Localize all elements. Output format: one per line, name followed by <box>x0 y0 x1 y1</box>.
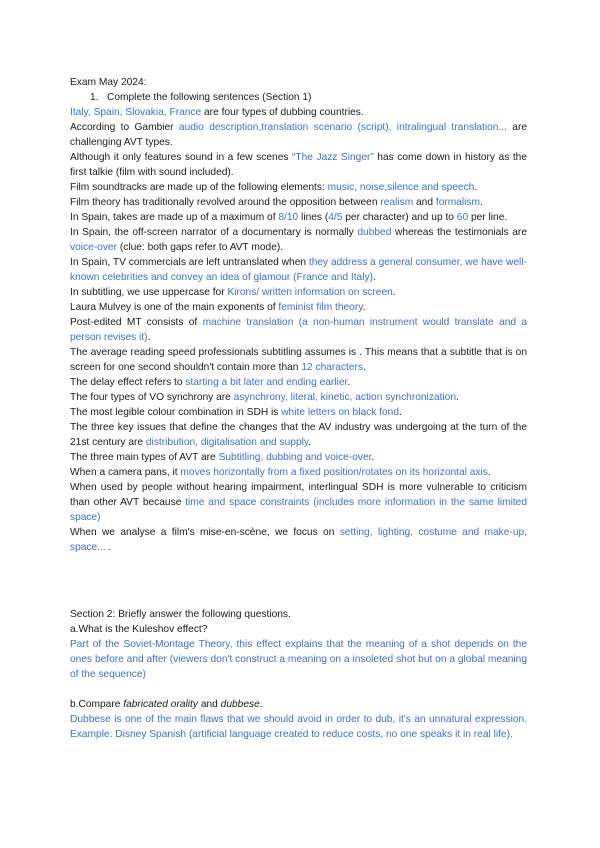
sentence-text: Laura Mulvey is one of the main exponents of <box>70 302 279 313</box>
sentence-text: When a camera pans, it <box>70 467 181 478</box>
answer-text: Italy, Spain, Slovakia, France <box>70 107 202 118</box>
sentence-text: . <box>371 452 375 463</box>
sentence-2 <box>70 120 527 150</box>
section-spacer <box>70 555 527 607</box>
sentence-20 <box>70 525 527 555</box>
answer-text: 60 <box>456 212 469 223</box>
sentence-text: . <box>347 377 351 388</box>
sentence-16 <box>70 420 527 450</box>
sentence-text: whereas the testimonials are <box>391 227 527 238</box>
sentence-6 <box>70 210 527 225</box>
answer-text: formalism <box>435 197 481 208</box>
section-2 <box>70 607 527 742</box>
question-spacer <box>70 682 527 697</box>
sentence-14 <box>70 390 527 405</box>
sentence-8 <box>70 255 527 285</box>
sentence-text: In Spain, the off-screen narrator of a documentary is normally <box>70 227 358 238</box>
sentence-text: According to Gambier <box>70 122 179 133</box>
answer-text: feminist film theory <box>278 302 363 313</box>
sentence-text: The delay effect refers to <box>70 377 186 388</box>
question-a: a.What is the Kuleshov effect? <box>70 624 208 635</box>
sentence-text: per line. <box>468 212 508 223</box>
section1-heading <box>70 90 527 105</box>
sentence-text: . <box>487 467 491 478</box>
answer-a: Part of the Soviet-Montage Theory, this effect explains that the meaning of a shot depends on the ones before and after (viewers don't construct a meaning on a insoleted shot but on a global meaning of the sequence) <box>70 639 527 680</box>
sentence-text: . <box>392 287 396 298</box>
sentence-1 <box>70 105 527 120</box>
sentence-19 <box>70 480 527 525</box>
sentence-12 <box>70 345 527 375</box>
sentence-text: per character) and up to <box>342 212 457 223</box>
sentence-text: . <box>480 197 483 208</box>
sentence-15 <box>70 405 527 420</box>
sentence-text: are challenging AVT types. <box>70 122 528 148</box>
sentence-11 <box>70 315 527 345</box>
sentence-text: and <box>413 197 436 208</box>
sentence-text: are four types of dubbing countries. <box>201 107 364 118</box>
sentence-text: . <box>105 542 112 553</box>
answer-text: time and space constraints (includes more information in the same limited space) <box>70 497 528 523</box>
sentence-text: (clue: both gaps refer to AVT mode). <box>117 242 284 253</box>
answer-text: realism <box>380 197 414 208</box>
sentence-text: . <box>147 332 151 343</box>
question-text: . <box>259 699 263 710</box>
answer-text: voice-over <box>70 242 117 253</box>
sentence-9 <box>70 285 527 300</box>
sentence-text: . <box>474 182 478 193</box>
answer-text: 12 characters <box>301 362 364 373</box>
answer-text: starting a bit later and ending earlier <box>185 377 348 388</box>
sentence-text: In subtitling, we use uppercase for <box>70 287 228 298</box>
answer-text: dubbed <box>357 227 392 238</box>
answer-text: asynchrony, literal, kinetic, action synchronization <box>233 392 456 403</box>
sentence-text: The average reading speed professionals subtitling assumes is . This means that a subtitle that is on screen for one second shouldn't contain more than <box>70 347 527 373</box>
sentence-text: In Spain, takes are made up of a maximum of <box>70 212 279 223</box>
sentence-text: The three key issues that define the changes that the AV industry was undergoing at the turn of the 21st century are <box>70 422 527 448</box>
sentence-7 <box>70 225 527 255</box>
sentence-17 <box>70 450 527 465</box>
sentence-text: In Spain, TV commercials are left untranslated when <box>70 257 309 268</box>
answer-text: 4/5 <box>328 212 343 223</box>
answer-text: audio description,translation scenario (script), intralingual translation... <box>178 122 507 133</box>
sentence-text: lines ( <box>298 212 329 223</box>
sentence-4 <box>70 180 527 195</box>
sentence-text: . <box>308 437 312 448</box>
exam-title: Exam May 2024: <box>70 77 147 88</box>
answer-text: setting, lighting, costume and make-up, space... <box>70 527 527 553</box>
sentence-text: The four types of VO synchrony are <box>70 392 234 403</box>
sentence-text: Post-edited MT consists of <box>70 317 203 328</box>
sentence-text: . <box>399 407 402 418</box>
sentence-10 <box>70 300 527 315</box>
exam-document <box>70 75 527 742</box>
sentence-13 <box>70 375 527 390</box>
sentence-text: Although it only features sound in a few scenes <box>70 152 292 163</box>
sentence-text: The most legible colour combination in SDH is <box>70 407 282 418</box>
sentence-text: . <box>362 302 366 313</box>
question-text: and <box>197 699 221 710</box>
answer-text: moves horizontally from a fixed position/rotates on its horizontal axis <box>180 467 488 478</box>
sentence-text: When we analyse a film's mise-en-scène, we focus on <box>70 527 340 538</box>
sentence-text: Film theory has traditionally revolved around the opposition between <box>70 197 381 208</box>
sentence-text: . <box>456 392 459 403</box>
section1-heading-text: Complete the following sentences (Section 1) <box>107 92 312 103</box>
section2-heading: Section 2: Briefly answer the following questions. <box>70 609 291 620</box>
sentence-text: . <box>363 362 366 373</box>
term-fabricated-orality: fabricated orality <box>123 699 198 710</box>
sentence-text: Film soundtracks are made up of the following elements: <box>70 182 328 193</box>
sentence-text: The three main types of AVT are <box>70 452 219 463</box>
answer-text: Kirons/ written information on screen <box>227 287 393 298</box>
answer-text: they address a general consumer, we have well-known celebrities and convey an idea of glamour (France and Italy) <box>70 257 527 283</box>
sentence-text: When used by people without hearing impairment, interlingual SDH is more vulnerable to criticism than other AVT because <box>70 482 527 508</box>
sentence-3 <box>70 150 527 180</box>
sentence-text: . <box>372 272 376 283</box>
section1-heading-number: 1. <box>90 92 99 103</box>
answer-text: music, noise,silence and speech <box>327 182 475 193</box>
answer-text: distribution, digitalisation and supply <box>145 437 309 448</box>
question-text: b.Compare <box>70 699 124 710</box>
answer-text: Subtitling, dubbing and voice-over <box>218 452 372 463</box>
sentence-5 <box>70 195 527 210</box>
answer-text: 8/10 <box>278 212 299 223</box>
answer-text: white letters on black fond <box>281 407 399 418</box>
answer-b: Dubbese is one of the main flaws that we should avoid in order to dub, it's an unnatural expression. Example: Disney Spanish (artificial language created to reduce costs, no one speaks it in real life). <box>70 714 527 740</box>
sentence-18 <box>70 465 527 480</box>
sentence-text: has come down in history as the first talkie (film with sound included). <box>70 152 527 178</box>
question-b <box>70 697 527 712</box>
answer-text: “The Jazz Singer” <box>292 152 374 163</box>
term-dubbese: dubbese <box>220 699 260 710</box>
answer-text: machine translation (a non-human instrument would translate and a person revises it) <box>70 317 527 343</box>
